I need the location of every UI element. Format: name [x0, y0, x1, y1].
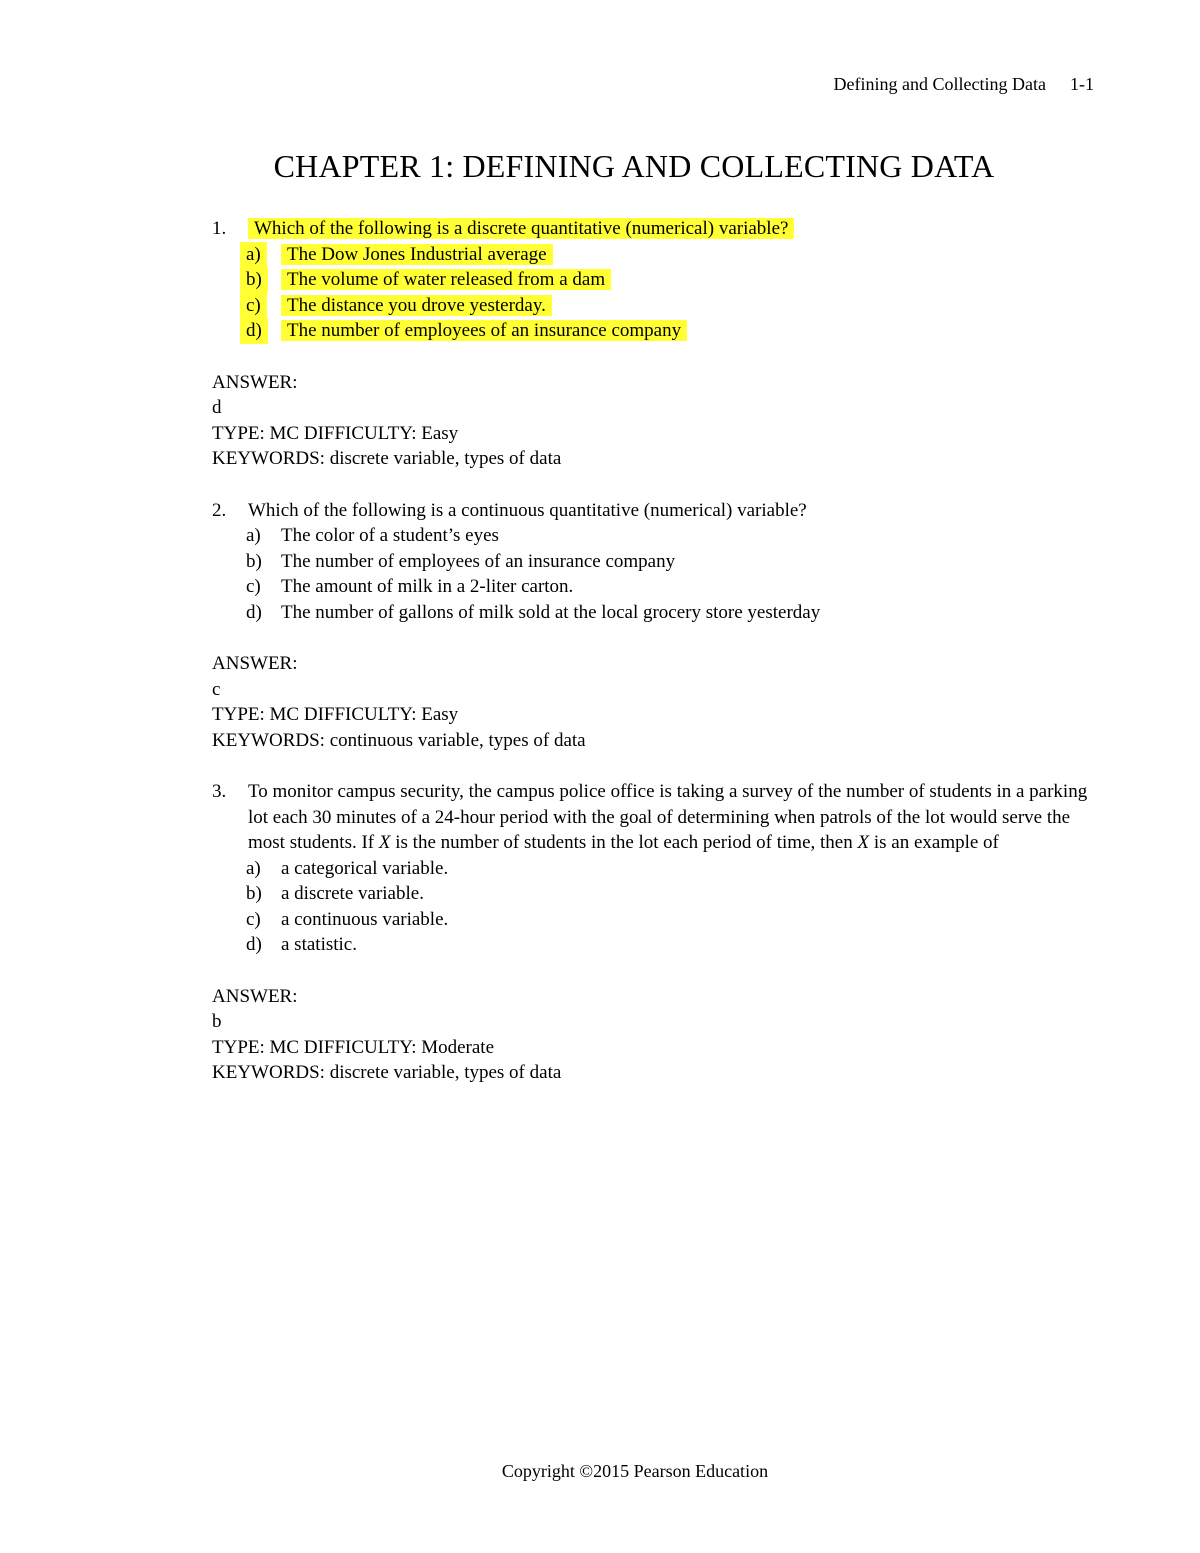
type-difficulty: TYPE: MC DIFFICULTY: Easy [212, 422, 459, 444]
question-text [248, 779, 1092, 856]
variable-x: X [857, 832, 870, 853]
option-letter: a) [246, 857, 261, 879]
answer-label: ANSWER: [212, 653, 298, 674]
option-letter: d) [246, 934, 262, 955]
option-text: The amount of milk in a 2-liter carton. [281, 576, 574, 597]
option-c [212, 574, 1092, 600]
option-d [212, 932, 1092, 958]
option-text: a discrete variable. [281, 883, 424, 904]
option-letter: b) [240, 267, 268, 293]
answer-block-1 [212, 370, 1092, 472]
option-d [212, 600, 1092, 626]
question-list [212, 216, 1092, 1112]
option-letter: a) [240, 242, 267, 268]
question-text-part: is an example of [869, 832, 999, 853]
answer-label: ANSWER: [212, 371, 298, 393]
question-3 [212, 779, 1092, 856]
question-number: 2. [212, 499, 227, 521]
page-number: 1-1 [1070, 74, 1094, 94]
option-text: The number of employees of an insurance company [281, 550, 676, 572]
question-text: Which of the following is a continuous quantitative (numerical) variable? [248, 499, 807, 521]
type-difficulty: TYPE: MC DIFFICULTY: Easy [212, 704, 459, 725]
variable-x: X [378, 832, 391, 853]
keywords: KEYWORDS: discrete variable, types of data [212, 448, 562, 469]
question-text-part: To monitor campus security, the campus police office is taking a survey of the number of students in a parking lot each 30 minutes of a 24-hour period with the goal of determining when patrols of the lot would serve the most students. If [248, 781, 1088, 853]
answer-value: b [212, 1011, 222, 1032]
option-letter: d) [246, 601, 262, 623]
option-text: a continuous variable. [281, 908, 449, 930]
option-letter: d) [240, 318, 268, 344]
option-text: The number of gallons of milk sold at the local grocery store yesterday [281, 601, 821, 623]
option-b [212, 881, 1092, 907]
option-letter: b) [246, 550, 262, 572]
question-2 [212, 498, 1092, 524]
question-number: 3. [212, 781, 227, 802]
option-text: a statistic. [281, 934, 357, 955]
option-list [212, 523, 1092, 625]
option-a [212, 242, 1092, 268]
option-c [212, 907, 1092, 933]
answer-value: c [212, 678, 221, 700]
option-text: a categorical variable. [281, 857, 449, 879]
answer-value: d [212, 397, 222, 418]
question-number: 1. [212, 218, 227, 239]
option-letter: b) [246, 883, 262, 904]
chapter-title: CHAPTER 1: DEFINING AND COLLECTING DATA [273, 148, 995, 184]
question-1 [212, 216, 1092, 242]
answer-label: ANSWER: [212, 985, 298, 1007]
running-title: Defining and Collecting Data [833, 74, 1046, 94]
answer-block-2 [212, 651, 1092, 753]
option-text: The color of a student’s eyes [281, 525, 499, 546]
option-text: The number of employees of an insurance company [281, 320, 687, 341]
keywords: KEYWORDS: discrete variable, types of data [212, 1062, 562, 1083]
running-header [834, 74, 1094, 95]
answer-block-3 [212, 984, 1092, 1086]
option-d [212, 318, 1092, 344]
option-letter: c) [246, 576, 261, 597]
type-difficulty: TYPE: MC DIFFICULTY: Moderate [212, 1036, 495, 1058]
option-text: The distance you drove yesterday. [281, 295, 552, 316]
keywords: KEYWORDS: continuous variable, types of data [212, 729, 586, 751]
copyright-footer: Copyright ©2015 Pearson Education [501, 1461, 769, 1481]
option-text: The Dow Jones Industrial average [281, 244, 553, 265]
question-text: Which of the following is a discrete quantitative (numerical) variable? [248, 218, 794, 239]
option-letter: c) [240, 293, 267, 319]
option-a [212, 856, 1092, 882]
option-list [212, 242, 1092, 344]
option-c [212, 293, 1092, 319]
option-list [212, 856, 1092, 958]
question-text-part: is the number of students in the lot each period of time, then [390, 832, 858, 853]
option-letter: a) [246, 525, 261, 546]
option-letter: c) [246, 908, 261, 930]
option-text: The volume of water released from a dam [281, 269, 611, 290]
option-b [212, 267, 1092, 293]
option-a [212, 523, 1092, 549]
option-b [212, 549, 1092, 575]
